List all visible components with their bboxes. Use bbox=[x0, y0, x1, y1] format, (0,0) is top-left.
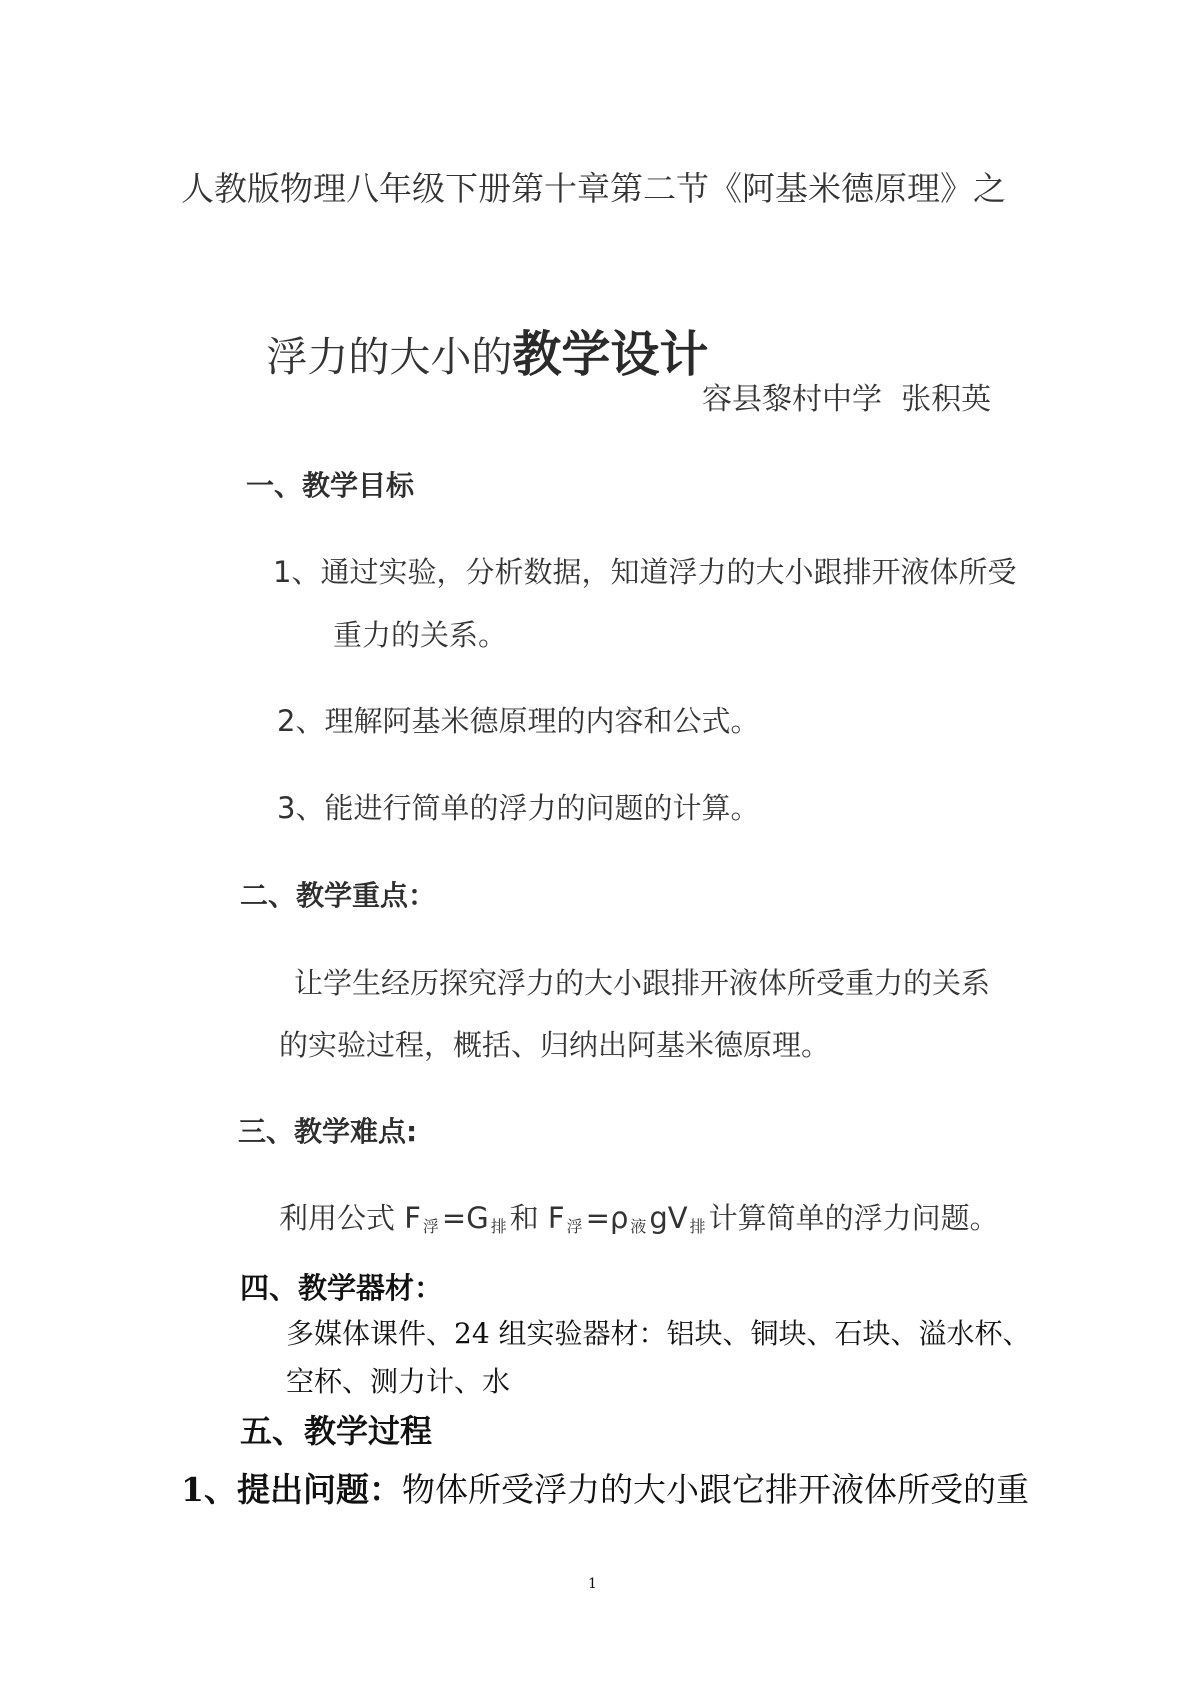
objective-item-2: 2、理解阿基米德原理的内容和公式。 bbox=[277, 704, 760, 738]
objective-item-1-line-1: 1、通过实验，分析数据，知道浮力的大小跟排开液体所受 bbox=[273, 555, 1017, 589]
page-number: 1 bbox=[588, 1576, 597, 1592]
objective-item-3: 3、能进行简单的浮力的问题的计算。 bbox=[277, 791, 760, 825]
section-heading-key-points: 二、教学重点： bbox=[240, 879, 437, 912]
formula-text: gV bbox=[649, 1201, 688, 1235]
formula-subscript: 液 bbox=[630, 1217, 647, 1236]
materials-line-1: 多媒体课件、24 组实验器材：铝块、铜块、石块、溢水杯、 bbox=[286, 1317, 1031, 1350]
materials-line-2: 空杯、测力计、水 bbox=[286, 1365, 511, 1398]
section-heading-process: 五、教学过程 bbox=[240, 1412, 433, 1450]
objective-item-1-line-2: 重力的关系。 bbox=[333, 618, 508, 652]
difficulty-formula-line bbox=[279, 1201, 999, 1244]
formula-subscript: 排 bbox=[490, 1217, 507, 1236]
title-line-1: 人教版物理八年级下册第十章第二节《阿基米德原理》之 bbox=[181, 169, 1006, 208]
formula-subscript: 浮 bbox=[422, 1217, 439, 1236]
formula-subscript: 浮 bbox=[566, 1217, 583, 1236]
process-step-1-text: 物体所受浮力的大小跟它排开液体所受的重 bbox=[401, 1470, 1029, 1509]
formula-text: 利用公式 F bbox=[279, 1201, 421, 1235]
author-line: 容县黎村中学 张积英 bbox=[702, 382, 992, 417]
title-line-2 bbox=[246, 268, 708, 453]
formula-text: =ρ bbox=[585, 1201, 629, 1235]
section-heading-materials: 四、教学器材： bbox=[240, 1271, 444, 1305]
process-step-1-label: 1、提出问题： bbox=[181, 1470, 402, 1509]
formula-text: =G bbox=[441, 1201, 489, 1235]
section-heading-difficulties: 三、教学难点: bbox=[238, 1115, 418, 1148]
formula-subscript: 排 bbox=[689, 1217, 706, 1236]
formula-text: 和 F bbox=[509, 1201, 565, 1235]
process-step-1 bbox=[181, 1470, 1029, 1510]
title-line-2-regular: 浮力的大小的 bbox=[266, 333, 513, 381]
title-line-2-bold: 教学设计 bbox=[512, 326, 709, 383]
key-points-line-1: 让学生经历探究浮力的大小跟排开液体所受重力的关系 bbox=[294, 966, 991, 1000]
section-heading-objectives: 一、教学目标 bbox=[246, 469, 415, 502]
formula-text: 计算简单的浮力问题。 bbox=[708, 1201, 999, 1235]
key-points-line-2: 的实验过程，概括、归纳出阿基米德原理。 bbox=[279, 1028, 831, 1062]
